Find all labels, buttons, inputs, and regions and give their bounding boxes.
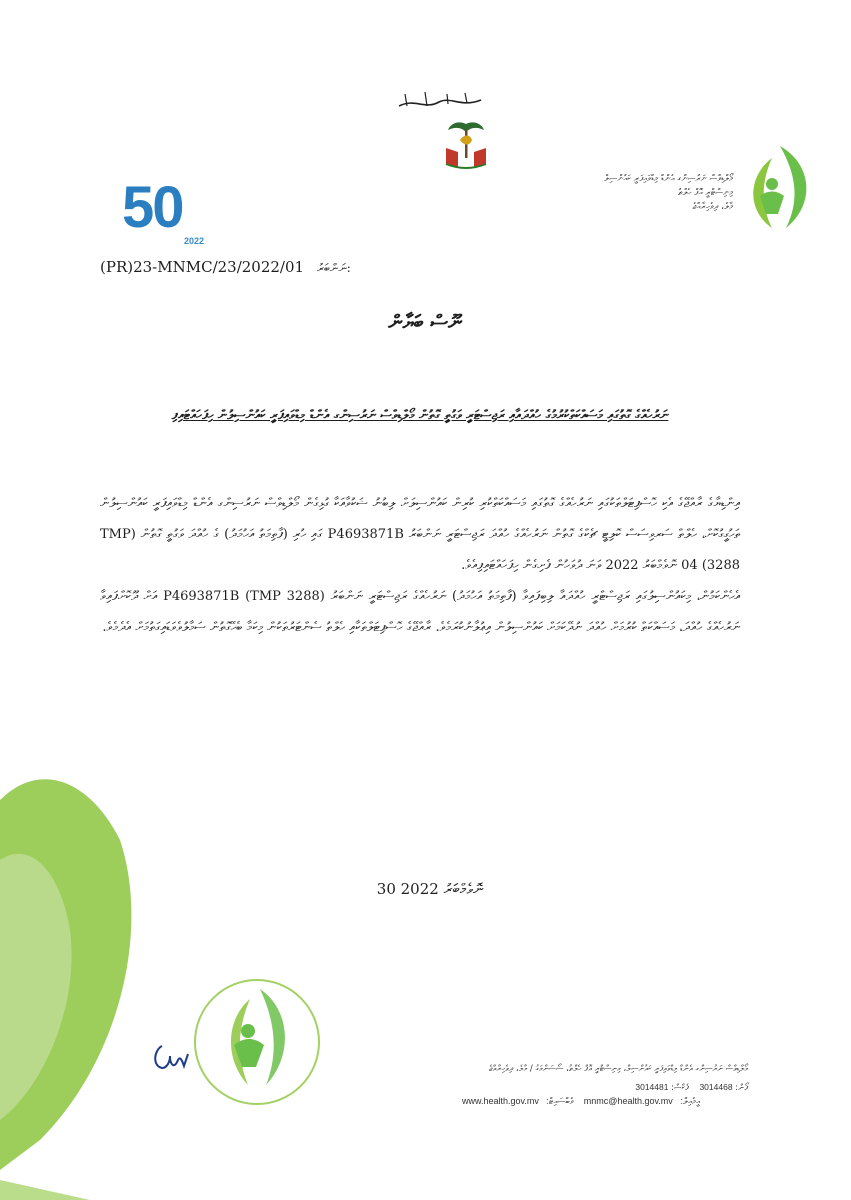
footer-web-line [462, 1096, 752, 1107]
website[interactable]: www.health.gov.mv [462, 1096, 539, 1106]
email-label: އީމެއިލް: [680, 1096, 700, 1106]
basmala-calligraphy [395, 88, 485, 114]
footer-address: މޯލްޑިވްސް ނަރުސިންގ އެންޑް މިޑްވައިފަރީ ކައުންސިލް، މިނިސްޓްރީ އޮފް ހެލްތު، ސޯސަންމަގު / މާލެ، ދިވެހިރާއްޖެ [488, 1064, 748, 1074]
footer-contact [328, 1060, 748, 1097]
council-name-line: މޯލްޑިވްސް ނަރުސިންގ އެންޑް މިޑްވައިފަރީ ކައުންސިލް [603, 174, 733, 184]
mnmc-logo [742, 144, 818, 230]
anniversary-number: 50 [122, 175, 183, 240]
council-stamp [190, 975, 325, 1110]
document-body [100, 488, 740, 643]
fax-label: ފެކްސް: [671, 1083, 689, 1093]
reference-number: (PR)23-MNMC/23/2022/01 [100, 258, 305, 276]
anniversary-year: 2022 [184, 236, 205, 246]
body-paragraph: އެހެންކަމުން، މިކައުންސިލުގައި ރަޖިސްޓްރީ ހުއްދައާ ލިބިފައިވާ (ފާތިމަތު އަހުމަދު) ނަރުހެއްގެ ރަޖިސްޓަރީ ނަންބަރު P4693871B (TMP 3288) އަށް ދޫކޮށްފައިވާ ނަރުހެއްގެ ހުއްދަ، މަސައްކަތް ކުރުމަށް ހުއްދަ ނުދޭކަމަށް ކައުންސިލުން އިޢުލާނުކުރަމެވެ. ރާއްޖޭގެ ހޮސްޕިޓަލްތަކާއި ހެލްތު ސެންޓަރުތަކުން މިކަމާ ބެހޭގޮތުން ސަމާލުވެވަޑައިގަތުމަށް އެދެމެވެ. [100, 589, 740, 635]
body-paragraph: އިންޑިޔާގެ ރާއްޖޭގެ އެކި ހޮސްޕިޓަލްތަކުގައި ނަރުހެއްގެ ގޮތުގައި މަސައްކަތްކުރި ކުރިން ކައުންސިލަށް ލިބުނު ޝަކުވާއަކާ ގުޅިގެން މޯލްޑިވްސް ނަރުސިންގ އެންޑް މިޑްވައިފަރީ ކައުންސިލުން ތަހުގީގުކޮށް، ހެލްތް ސަރވިސަސް ކޮލިޓީ ޗެކްގެ ގޮތުން ނަރުހެއްގެ ހުއްދަ ރަޖިސްޓަރީ ނަންބަރު P4693871B ގައި ހުރި (ފާތިމަތު އަހުމަދު) ގެ ހުއްދަ ވަގުތީ ގޮތުން (TMP 3288) 04 ނޮވެމްބަރު 2022 ވަނަ ދުވަހުން ފެށިގެން ހިފަހައްޓައިފިއެވެ. [100, 496, 740, 573]
document-date: 30 ނޮވެމްބަރު 2022 [376, 880, 484, 898]
document-title: ނޫސް ބަޔާން [388, 310, 462, 334]
document-subject: ނަރުހެއްގެ ގޮތުގައި މަސައްކަތްކުރުމުގެ ހުއްދައާއި ރަޖިސްޓަރީ ވަގުތީ ގޮތުން މޯލްޑިވްސް ނަރުސިންގ އެންޑް މިޑްވައިފަރީ ކައުންސިލުން ހިފަހައްޓައިފި [171, 408, 669, 423]
web-label: ވެބްސައިޓް: [546, 1096, 574, 1106]
council-name-line: މާލެ، ދިވެހިރާއްޖެ [692, 202, 733, 212]
reference-line [100, 258, 440, 276]
reference-label: ނަންބަރު: [316, 261, 351, 275]
phone-number: 3014468 [699, 1082, 733, 1092]
council-name-block [553, 172, 733, 214]
fax-number: 3014481 [635, 1082, 669, 1092]
email[interactable]: mnmc@health.gov.mv [583, 1096, 673, 1106]
phone-label: ފޯން: [735, 1083, 748, 1093]
national-emblem [438, 118, 494, 172]
footer-phones [328, 1078, 748, 1097]
council-name-line: މިނިސްޓްރީ އޮފް ހެލްތު [678, 188, 733, 198]
